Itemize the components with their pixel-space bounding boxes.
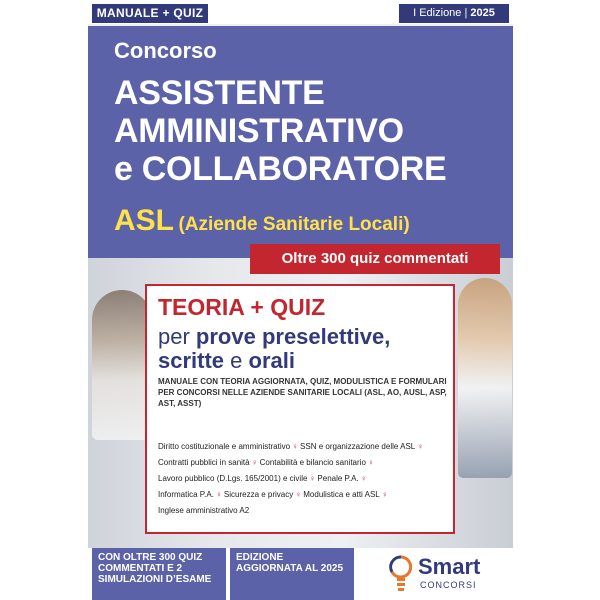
topic-separator-icon: ♀	[251, 458, 258, 467]
topic-separator-icon: ♀	[309, 474, 316, 483]
subtitle-pre: per	[158, 324, 196, 349]
asl-full-name: (Aziende Sanitarie Locali)	[178, 214, 410, 235]
topic-row	[158, 471, 454, 487]
topic-item: Penale P.A.	[317, 474, 359, 483]
topic-item: Inglese amministrativo A2	[158, 506, 250, 515]
topic-row	[158, 439, 454, 455]
subtitle-scritte: scritte	[158, 348, 225, 373]
topic-item: Informatica P.A.	[158, 490, 214, 499]
topic-item: Contratti pubblici in sanità	[158, 458, 250, 467]
topic-item: Contabilità e bilancio sanitario	[259, 458, 366, 467]
edition-year: 2025	[470, 7, 495, 19]
topic-separator-icon: ♀	[360, 474, 367, 483]
subtitle-mid: e	[224, 348, 249, 373]
content-panel	[145, 284, 455, 534]
title-line-2: AMMINISTRATIVO	[114, 112, 404, 150]
panel-headline: TEORIA + QUIZ	[158, 294, 326, 320]
title-block	[88, 26, 513, 258]
topic-item: SSN e organizzazione delle ASL	[300, 442, 416, 451]
subtitle-orali: orali	[248, 348, 295, 373]
topic-row	[158, 503, 454, 519]
title-line-1: ASSISTENTE	[114, 74, 325, 112]
edition-prefix: I Edizione |	[413, 7, 468, 19]
topic-separator-icon: ♀	[381, 490, 388, 499]
edition-updated-box: EDIZIONE AGGIORNATA AL 2025	[230, 548, 354, 600]
smart-concorsi-logo	[388, 552, 508, 596]
topic-row	[158, 455, 454, 471]
top-strip	[88, 0, 513, 24]
background-person-left	[92, 290, 152, 440]
bulb-icon	[388, 554, 414, 594]
book-cover	[88, 0, 513, 600]
bottom-bar	[88, 548, 513, 600]
panel-description: MANUALE CON TEORIA AGGIORNATA, QUIZ, MODULISTICA E FORMULARI PER CONCORSI NELLE AZIENDE SANITARIE LOCALI (ASL, AO, AUSL, ASP, AST, ASST)	[158, 377, 447, 408]
quiz-simulations-box: CON OLTRE 300 QUIZ COMMENTATI E 2 SIMULAZIONI D’ESAME	[92, 548, 226, 600]
topic-item: Diritto costituzionale e amministrativo	[158, 442, 291, 451]
topic-separator-icon: ♀	[215, 490, 222, 499]
topics-list	[158, 439, 454, 519]
logo-wordmark: Smart	[418, 554, 481, 579]
quiz-count-banner: Oltre 300 quiz commentati	[250, 244, 500, 274]
subtitle-preselettive: prove preselettive,	[195, 324, 391, 349]
panel-subtitle-line-1	[158, 326, 390, 348]
edition-tag	[399, 4, 509, 23]
background-person-right	[458, 278, 512, 478]
title-kicker: Concorso	[114, 38, 217, 63]
topic-separator-icon: ♀	[417, 442, 424, 451]
asl-line	[114, 204, 410, 238]
topic-row	[158, 487, 454, 503]
topic-separator-icon: ♀	[367, 458, 374, 467]
logo-subtitle: CONCORSI	[420, 580, 477, 590]
topic-separator-icon: ♀	[295, 490, 302, 499]
title-line-3: e COLLABORATORE	[114, 150, 447, 188]
manuale-quiz-tag: MANUALE + QUIZ	[92, 4, 208, 23]
topic-item: Sicurezza e privacy	[223, 490, 294, 499]
asl-acronym: ASL	[114, 204, 174, 237]
topic-item: Lavoro pubblico (D.Lgs. 165/2001) e civile	[158, 474, 308, 483]
topic-item: Modulistica e atti ASL	[303, 490, 380, 499]
panel-subtitle-line-2	[158, 350, 295, 372]
topic-separator-icon: ♀	[292, 442, 299, 451]
